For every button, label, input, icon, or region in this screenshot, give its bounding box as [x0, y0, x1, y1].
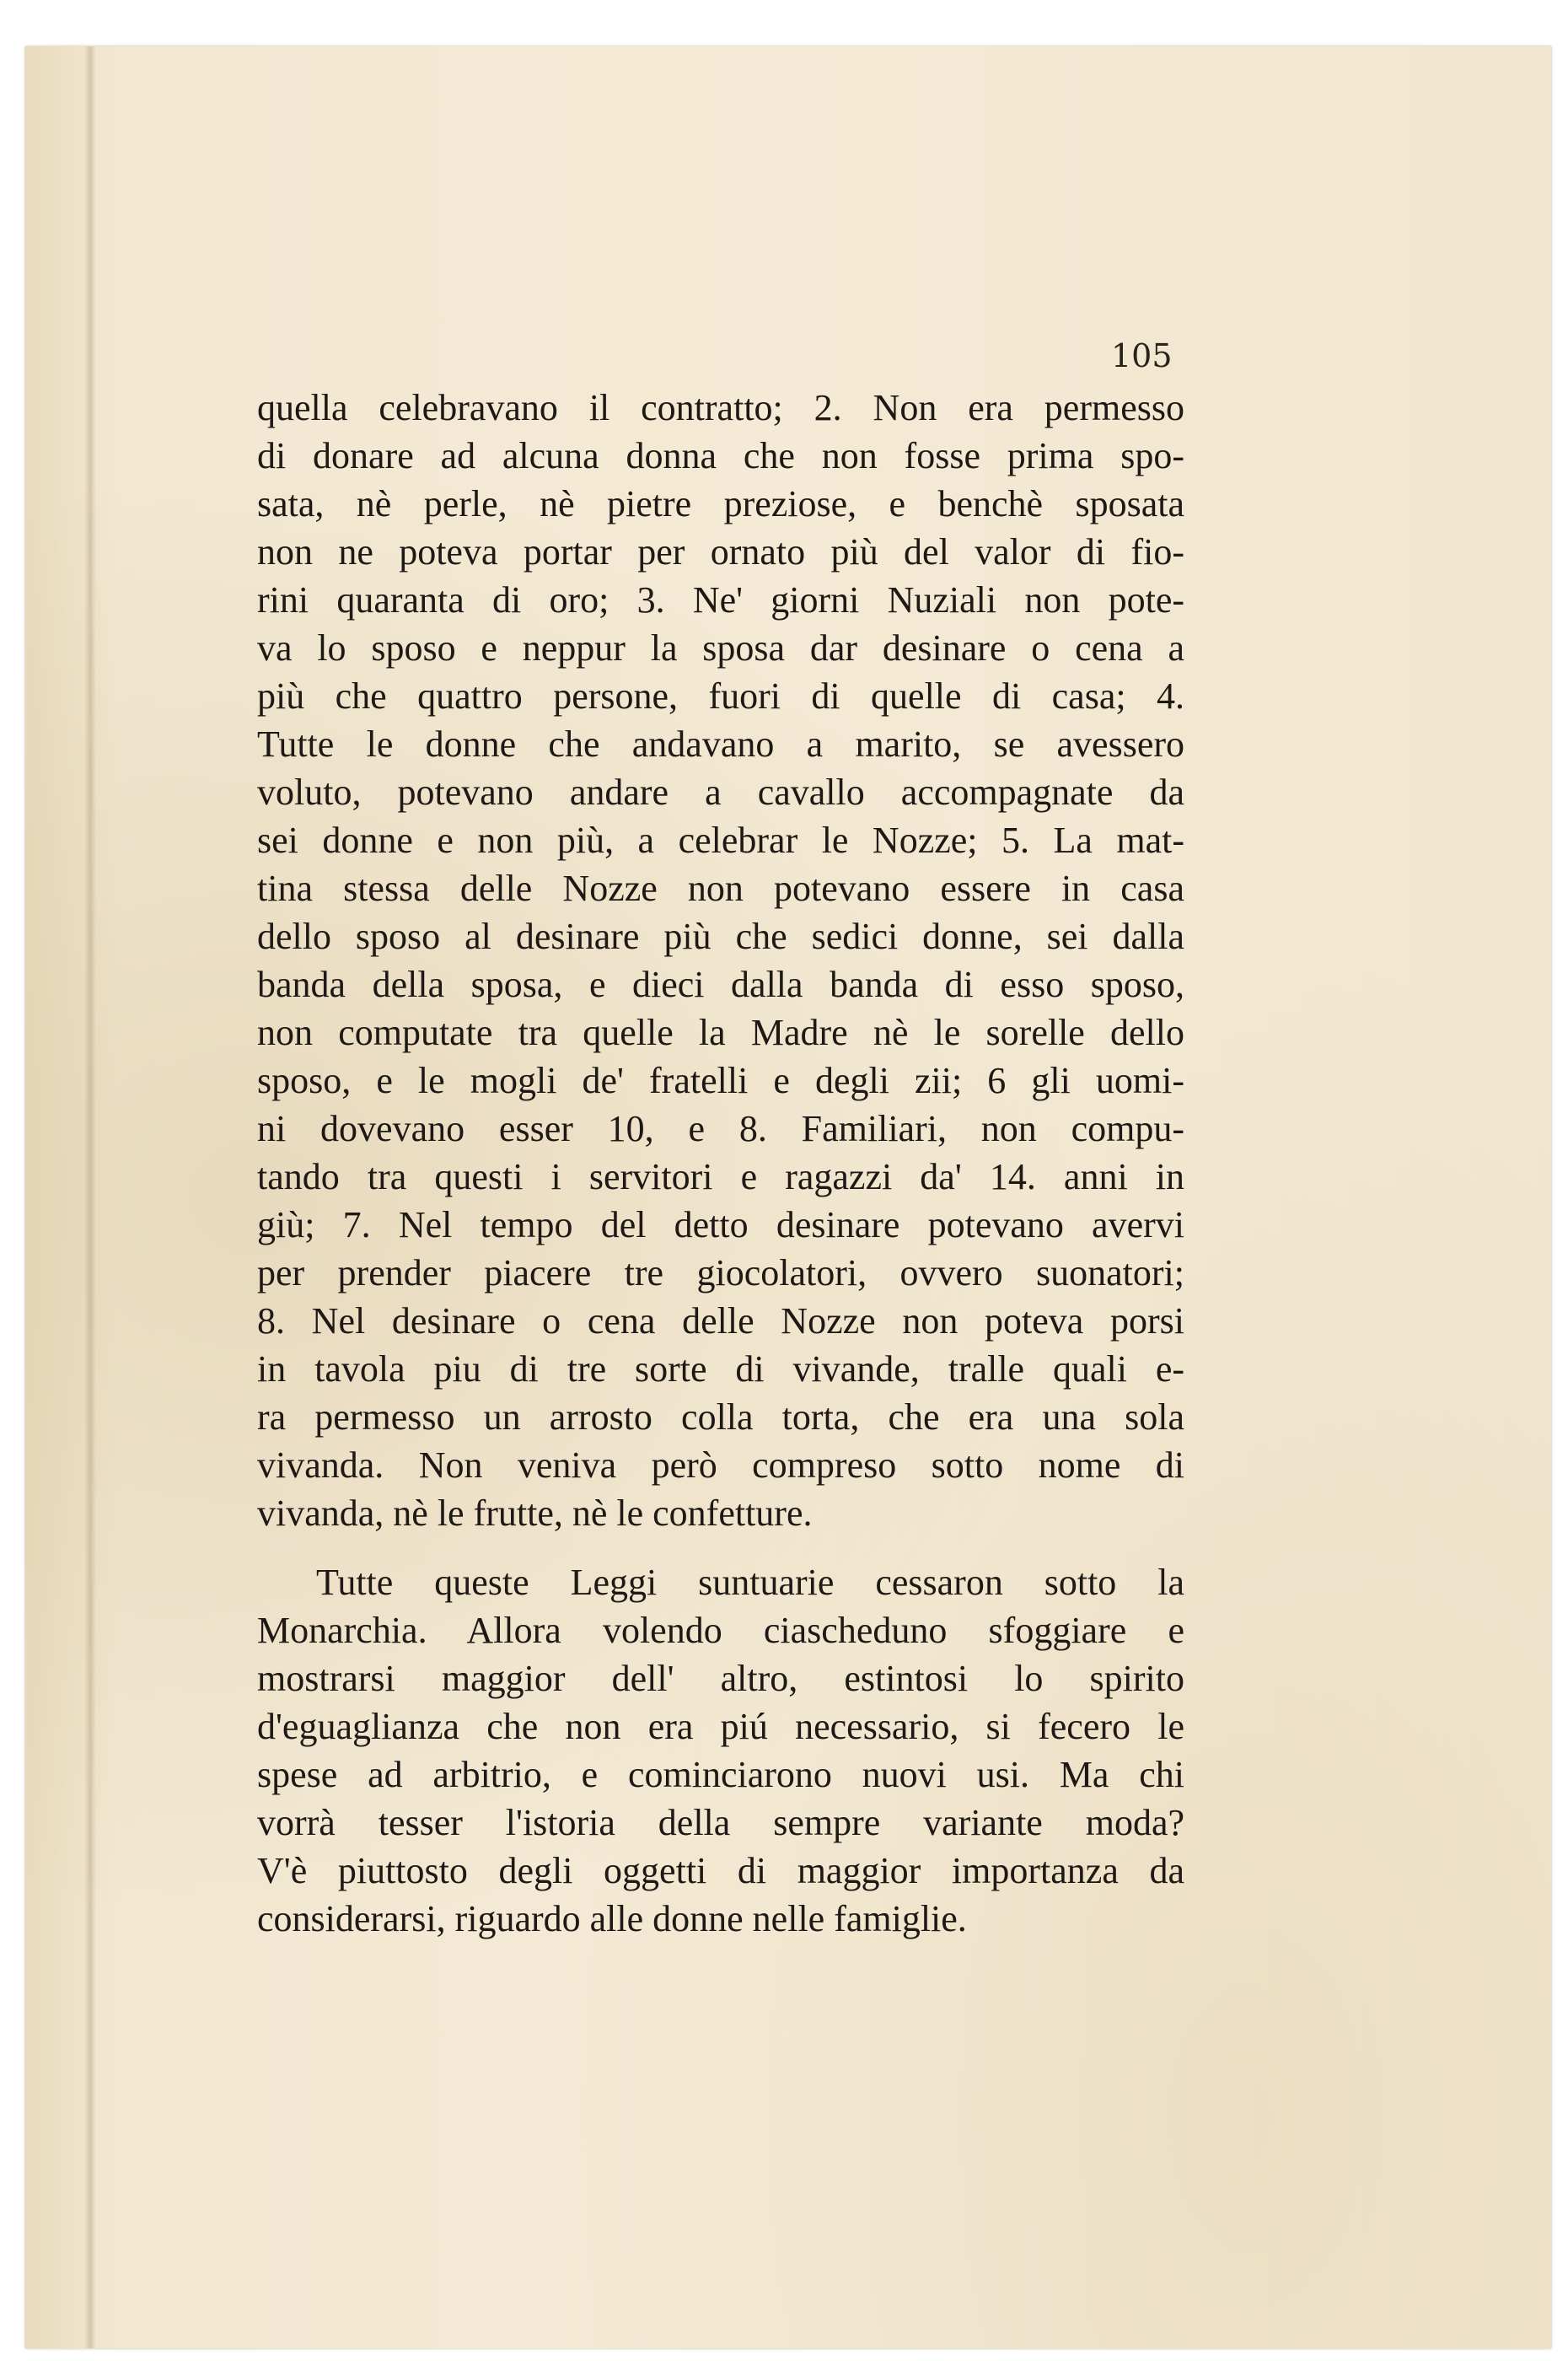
text-line: vivanda, nè le frutte, nè le confetture. [257, 1492, 813, 1534]
text-line: considerarsi, riguardo alle donne nelle famiglie. [257, 1898, 967, 1939]
text-line: quella celebravano il contratto; 2. Non era permesso [257, 387, 1184, 428]
text-line: sposo, e le mogli de' fratelli e degli zii; 6 gli uomi- [257, 1060, 1184, 1101]
text-line: sei donne e non più, a celebrar le Nozze; 5. La mat- [257, 820, 1184, 861]
text-line: d'eguaglianza che non era piú necessario, si fecero le [257, 1706, 1184, 1747]
text-line: Tutte le donne che andavano a marito, se avessero [257, 723, 1184, 765]
text-line: vivanda. Non veniva però compreso sotto nome di [257, 1444, 1184, 1486]
text-line: ni dovevano esser 10, e 8. Familiari, non compu- [257, 1108, 1184, 1149]
text-line: banda della sposa, e dieci dalla banda di esso sposo, [257, 964, 1184, 1005]
text-line: sata, nè perle, nè pietre preziose, e benchè sposata [257, 483, 1184, 524]
text-line: dello sposo al desinare più che sedici donne, sei dalla [257, 916, 1184, 957]
text-line: Tutte queste Leggi suntuarie cessaron sotto la [316, 1562, 1184, 1603]
text-line: voluto, potevano andare a cavallo accompagnate da [257, 772, 1184, 813]
text-line: spese ad arbitrio, e cominciarono nuovi usi. Ma chi [257, 1754, 1184, 1795]
text-line: rini quaranta di oro; 3. Ne' giorni Nuziali non pote- [257, 579, 1184, 621]
text-line: mostrarsi maggior dell' altro, estintosi lo spirito [257, 1658, 1184, 1699]
text-line: giù; 7. Nel tempo del detto desinare potevano avervi [257, 1204, 1184, 1245]
page-fold-shadow [84, 46, 96, 2348]
paragraph-1 [257, 384, 1184, 1537]
text-line: per prender piacere tre giocolatori, ovvero suonatori; [257, 1252, 1184, 1293]
text-line: di donare ad alcuna donna che non fosse prima spo- [257, 435, 1184, 476]
text-line: Monarchia. Allora volendo ciascheduno sfoggiare e [257, 1610, 1184, 1651]
text-line: va lo sposo e neppur la sposa dar desinare o cena a [257, 627, 1184, 669]
text-line: tina stessa delle Nozze non potevano essere in casa [257, 868, 1184, 909]
text-line: non ne poteva portar per ornato più del valor di fio- [257, 531, 1184, 573]
paragraph-2 [257, 1558, 1184, 1943]
text-line: vorrà tesser l'istoria della sempre variante moda? [257, 1802, 1184, 1843]
text-line: V'è piuttosto degli oggetti di maggior importanza da [257, 1850, 1184, 1891]
text-line: non computate tra quelle la Madre nè le sorelle dello [257, 1012, 1184, 1053]
text-line: 8. Nel desinare o cena delle Nozze non poteva porsi [257, 1300, 1184, 1342]
body-text [257, 384, 1184, 1943]
text-line: tando tra questi i servitori e ragazzi da' 14. anni in [257, 1156, 1184, 1197]
page-number: 105 [1111, 337, 1173, 374]
text-line: in tavola piu di tre sorte di vivande, tralle quali e- [257, 1348, 1184, 1390]
text-line: ra permesso un arrosto colla torta, che era una sola [257, 1396, 1184, 1438]
text-line: più che quattro persone, fuori di quelle di casa; 4. [257, 675, 1184, 717]
